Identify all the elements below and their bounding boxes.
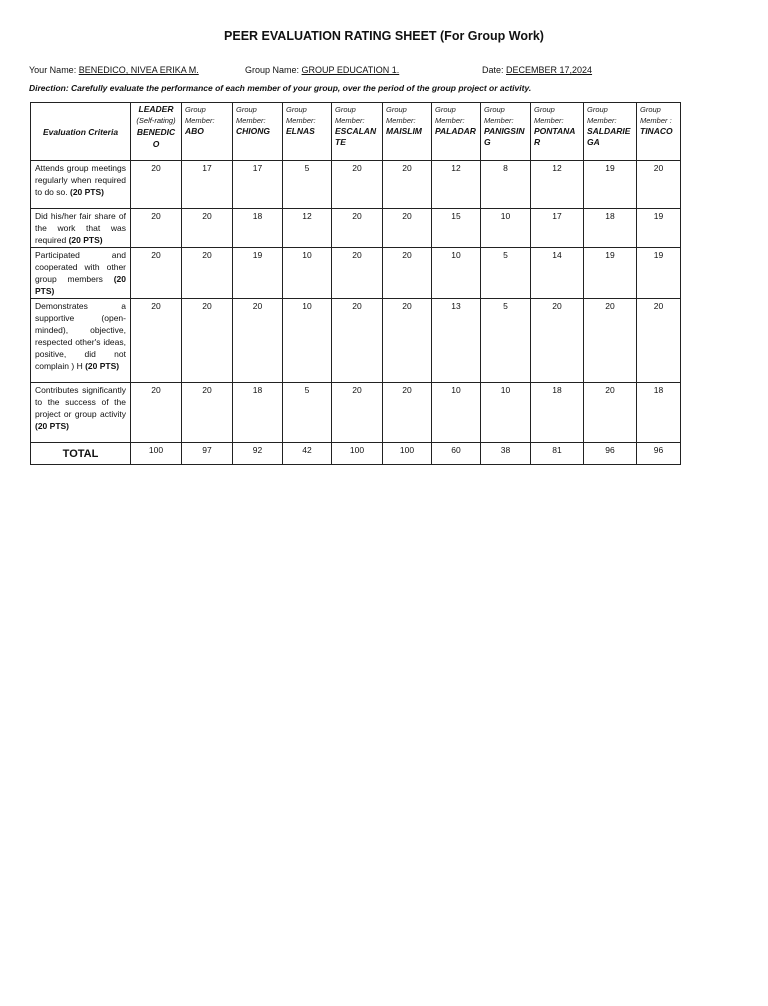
total-cell: 81 bbox=[531, 443, 584, 465]
direction-text: Direction: Carefully evaluate the performance of each member of your group, over the period of the group project or activity. bbox=[29, 83, 532, 93]
score-cell: 20 bbox=[637, 299, 681, 383]
total-cell: 100 bbox=[131, 443, 182, 465]
score-cell: 10 bbox=[432, 383, 481, 443]
group-member-label: Group Member: bbox=[286, 105, 316, 125]
group-name-field bbox=[245, 65, 399, 75]
score-cell: 20 bbox=[131, 209, 182, 248]
score-cell: 18 bbox=[233, 383, 283, 443]
member-name: ESCALANTE bbox=[335, 126, 377, 147]
score-cell: 20 bbox=[182, 248, 233, 299]
score-cell: 20 bbox=[383, 248, 432, 299]
total-cell: 60 bbox=[432, 443, 481, 465]
score-cell: 19 bbox=[637, 248, 681, 299]
total-cell: 100 bbox=[332, 443, 383, 465]
group-member-label: Group Member : bbox=[640, 105, 672, 125]
criteria-points: (20 PTS) bbox=[69, 187, 104, 197]
group-member-label: Group Member: bbox=[534, 105, 564, 125]
score-cell: 20 bbox=[383, 209, 432, 248]
date-label: Date: bbox=[482, 65, 507, 75]
group-member-label: Group Member: bbox=[335, 105, 365, 125]
member-header bbox=[283, 103, 332, 161]
rating-table bbox=[30, 102, 681, 465]
member-name: TINACO bbox=[640, 126, 673, 136]
total-cell: 96 bbox=[637, 443, 681, 465]
member-header bbox=[182, 103, 233, 161]
criteria-text bbox=[31, 161, 131, 209]
score-cell: 14 bbox=[531, 248, 584, 299]
total-cell: 97 bbox=[182, 443, 233, 465]
member-header bbox=[481, 103, 531, 161]
criteria-points: (20 PTS) bbox=[35, 421, 70, 431]
score-cell: 20 bbox=[531, 299, 584, 383]
criteria-row bbox=[31, 248, 681, 299]
total-cell: 96 bbox=[584, 443, 637, 465]
score-cell: 17 bbox=[233, 161, 283, 209]
member-header bbox=[432, 103, 481, 161]
member-name: PALADAR bbox=[435, 126, 476, 136]
total-cell: 100 bbox=[383, 443, 432, 465]
criteria-text bbox=[31, 248, 131, 299]
criteria-points: (20 PTS) bbox=[85, 361, 120, 371]
your-name-field bbox=[29, 65, 199, 75]
score-cell: 20 bbox=[383, 383, 432, 443]
header-row bbox=[31, 103, 681, 161]
score-cell: 19 bbox=[584, 248, 637, 299]
member-name: PANIGSING bbox=[484, 126, 525, 147]
score-cell: 19 bbox=[637, 209, 681, 248]
score-cell: 20 bbox=[584, 299, 637, 383]
score-cell: 10 bbox=[432, 248, 481, 299]
group-member-label: Group Member: bbox=[484, 105, 514, 125]
self-rating-label: (Self-rating) bbox=[136, 116, 176, 125]
member-header bbox=[531, 103, 584, 161]
group-member-label: Group Member: bbox=[587, 105, 617, 125]
score-cell: 10 bbox=[283, 248, 332, 299]
score-cell: 20 bbox=[332, 209, 383, 248]
member-header bbox=[637, 103, 681, 161]
member-header bbox=[383, 103, 432, 161]
score-cell: 20 bbox=[332, 383, 383, 443]
member-header bbox=[233, 103, 283, 161]
score-cell: 5 bbox=[283, 161, 332, 209]
criteria-description: Participated and cooperated with other group members bbox=[35, 250, 126, 284]
score-cell: 20 bbox=[182, 383, 233, 443]
score-cell: 18 bbox=[637, 383, 681, 443]
total-cell: 38 bbox=[481, 443, 531, 465]
criteria-points: (20 PTS) bbox=[35, 274, 126, 296]
leader-name: BENEDICO bbox=[136, 127, 176, 149]
score-cell: 20 bbox=[182, 209, 233, 248]
criteria-description: Contributes significantly to the success of the project or group activity bbox=[35, 385, 126, 419]
score-cell: 15 bbox=[432, 209, 481, 248]
total-row bbox=[31, 443, 681, 465]
criteria-description: Attends group meetings regularly when required to do so. bbox=[35, 163, 126, 197]
member-name: CHIONG bbox=[236, 126, 270, 136]
total-cell: 42 bbox=[283, 443, 332, 465]
your-name-value: BENEDICO, NIVEA ERIKA M. bbox=[78, 65, 199, 75]
leader-header bbox=[131, 103, 182, 161]
score-cell: 20 bbox=[131, 248, 182, 299]
leader-label: LEADER bbox=[138, 104, 174, 114]
page-title: PEER EVALUATION RATING SHEET (For Group Work) bbox=[224, 29, 544, 43]
score-cell: 10 bbox=[481, 209, 531, 248]
score-cell: 18 bbox=[531, 383, 584, 443]
member-name: ELNAS bbox=[286, 126, 315, 136]
score-cell: 20 bbox=[584, 383, 637, 443]
score-cell: 13 bbox=[432, 299, 481, 383]
group-name-value: GROUP EDUCATION 1. bbox=[301, 65, 400, 75]
group-member-label: Group Member: bbox=[236, 105, 266, 125]
criteria-text bbox=[31, 299, 131, 383]
group-member-label: Group Member: bbox=[435, 105, 465, 125]
total-label: TOTAL bbox=[31, 443, 131, 465]
score-cell: 5 bbox=[481, 299, 531, 383]
score-cell: 17 bbox=[531, 209, 584, 248]
score-cell: 12 bbox=[283, 209, 332, 248]
score-cell: 10 bbox=[481, 383, 531, 443]
score-cell: 20 bbox=[383, 299, 432, 383]
score-cell: 18 bbox=[584, 209, 637, 248]
score-cell: 20 bbox=[332, 299, 383, 383]
criteria-row bbox=[31, 161, 681, 209]
member-name: ABO bbox=[185, 126, 204, 136]
score-cell: 10 bbox=[283, 299, 332, 383]
score-cell: 5 bbox=[283, 383, 332, 443]
member-header bbox=[332, 103, 383, 161]
criteria-text bbox=[31, 383, 131, 443]
criteria-points: (20 PTS) bbox=[68, 235, 103, 245]
score-cell: 20 bbox=[131, 383, 182, 443]
your-name-label: Your Name: bbox=[29, 65, 79, 75]
criteria-description: Demonstrates a supportive (open-minded), objective, respected other's ideas, positive, did not complain ) H bbox=[35, 301, 126, 371]
group-member-label: Group Member: bbox=[185, 105, 215, 125]
score-cell: 20 bbox=[131, 161, 182, 209]
score-cell: 20 bbox=[332, 161, 383, 209]
total-cell: 92 bbox=[233, 443, 283, 465]
criteria-row bbox=[31, 299, 681, 383]
group-member-label: Group Member: bbox=[386, 105, 416, 125]
score-cell: 20 bbox=[233, 299, 283, 383]
score-cell: 17 bbox=[182, 161, 233, 209]
member-name: SALDARIEGA bbox=[587, 126, 631, 147]
criteria-description: Did his/her fair share of the work that was required bbox=[35, 211, 126, 245]
criteria-header: Evaluation Criteria bbox=[31, 103, 131, 161]
score-cell: 12 bbox=[531, 161, 584, 209]
score-cell: 5 bbox=[481, 248, 531, 299]
score-cell: 8 bbox=[481, 161, 531, 209]
score-cell: 20 bbox=[131, 299, 182, 383]
score-cell: 20 bbox=[182, 299, 233, 383]
score-cell: 20 bbox=[332, 248, 383, 299]
member-header bbox=[584, 103, 637, 161]
criteria-text bbox=[31, 209, 131, 248]
score-cell: 12 bbox=[432, 161, 481, 209]
member-name: MAISLIM bbox=[386, 126, 422, 136]
score-cell: 18 bbox=[233, 209, 283, 248]
date-field bbox=[482, 65, 592, 75]
date-value: DECEMBER 17,2024 bbox=[506, 65, 593, 75]
criteria-row bbox=[31, 209, 681, 248]
score-cell: 19 bbox=[584, 161, 637, 209]
score-cell: 20 bbox=[383, 161, 432, 209]
member-name: PONTANAR bbox=[534, 126, 576, 147]
group-name-label: Group Name: bbox=[245, 65, 302, 75]
criteria-row bbox=[31, 383, 681, 443]
score-cell: 20 bbox=[637, 161, 681, 209]
score-cell: 19 bbox=[233, 248, 283, 299]
